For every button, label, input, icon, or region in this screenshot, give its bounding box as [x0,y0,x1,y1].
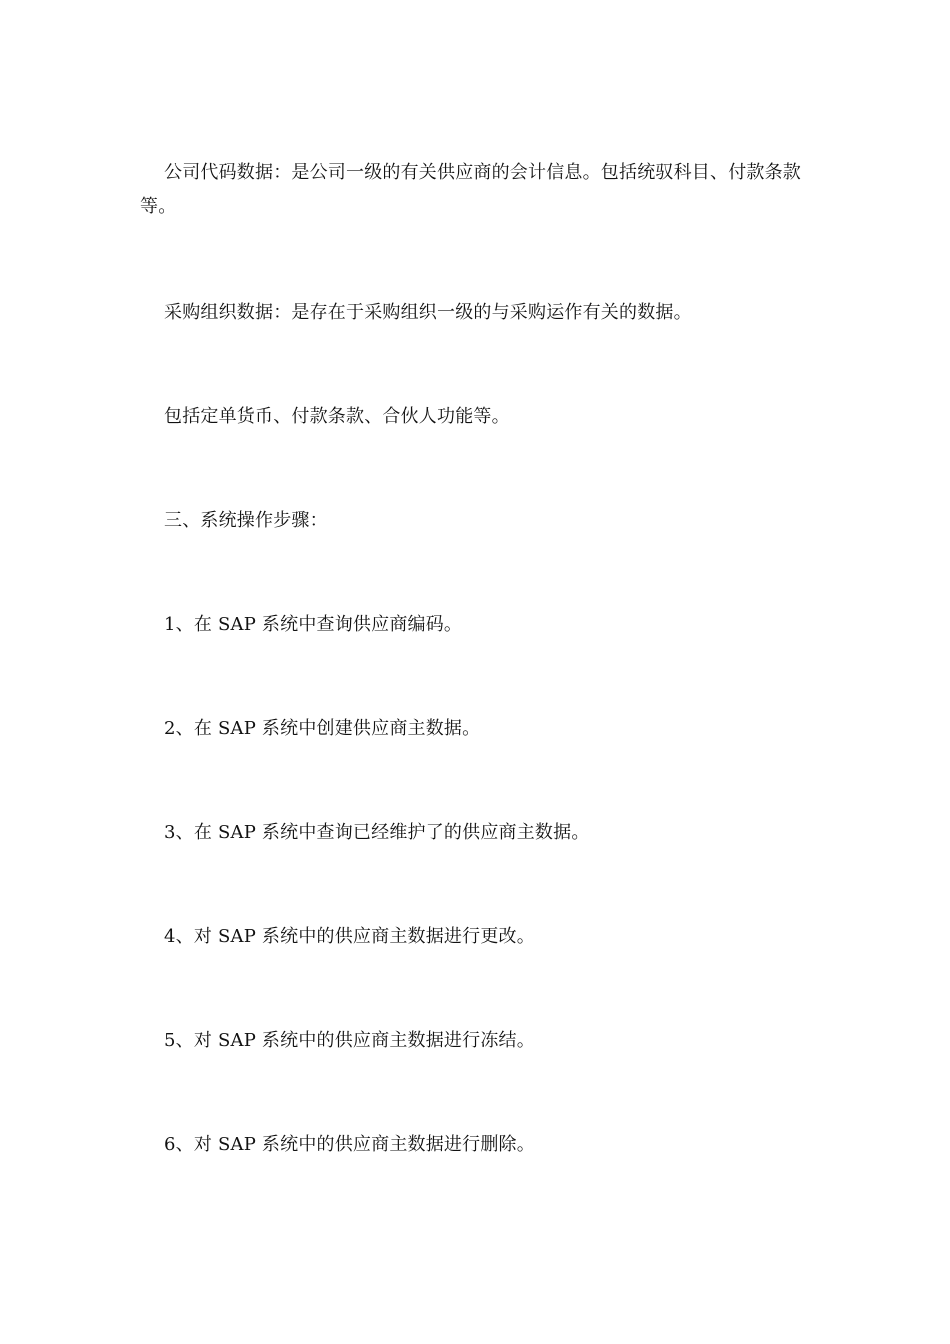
paragraph-purchasing-org-data: 采购组织数据：是存在于采购组织一级的与采购运作有关的数据。 [164,302,692,323]
step-6: 6、对 SAP 系统中的供应商主数据进行删除。 [164,1134,535,1155]
paragraph-purchasing-details: 包括定单货币、付款条款、合伙人功能等。 [164,406,510,427]
paragraph-company-code-data: 公司代码数据：是公司一级的有关供应商的会计信息。包括统驭科目、付款条款等。 [140,162,801,217]
step-4: 4、对 SAP 系统中的供应商主数据进行更改。 [164,926,535,947]
section-heading-operation-steps: 三、系统操作步骤： [164,510,328,531]
step-3: 3、在 SAP 系统中查询已经维护了的供应商主数据。 [164,822,590,843]
step-5: 5、对 SAP 系统中的供应商主数据进行冻结。 [164,1030,535,1051]
step-2: 2、在 SAP 系统中创建供应商主数据。 [164,718,481,739]
step-1: 1、在 SAP 系统中查询供应商编码。 [164,614,463,635]
